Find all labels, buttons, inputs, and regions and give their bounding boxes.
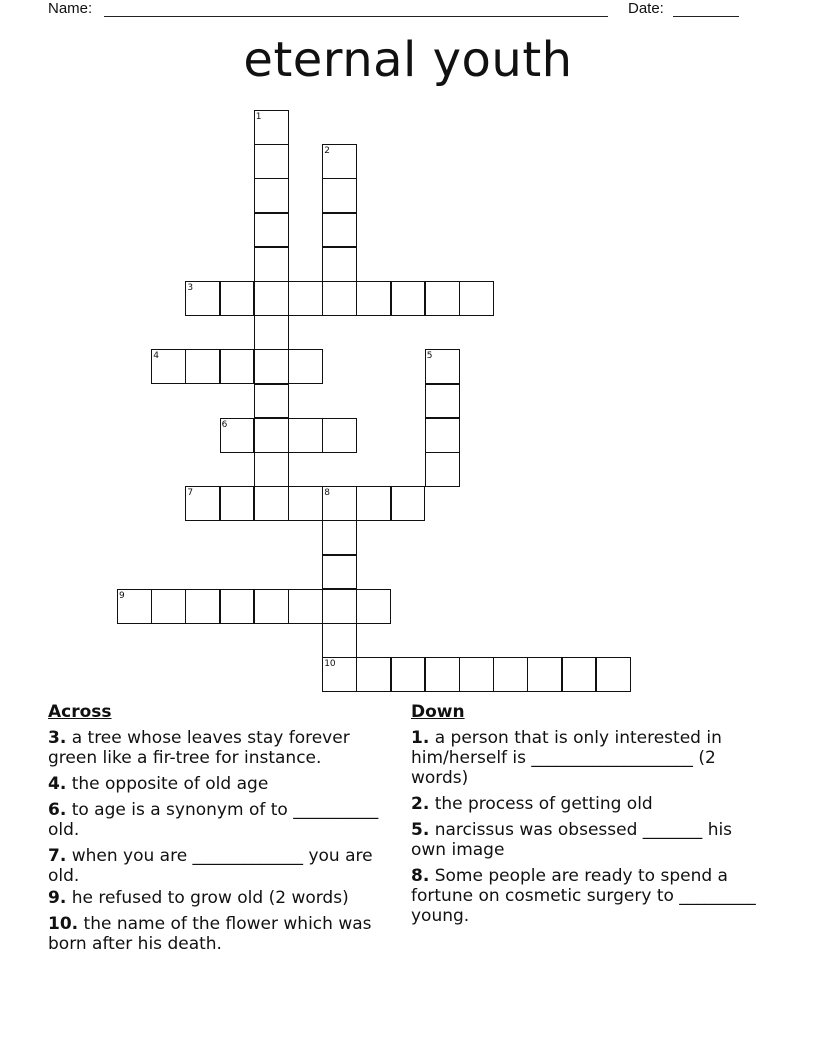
grid-cell[interactable]: [288, 349, 323, 384]
clue-across-10: 10. the name of the flower which was born after his death.: [48, 914, 372, 954]
grid-cell[interactable]: [425, 452, 460, 487]
grid-cell[interactable]: [254, 384, 289, 419]
date-label: Date:: [628, 0, 664, 17]
grid-cell[interactable]: [322, 178, 357, 213]
grid-cell[interactable]: [322, 520, 357, 555]
grid-cell[interactable]: [425, 418, 460, 453]
grid-cell[interactable]: [220, 281, 255, 316]
grid-cell[interactable]: [185, 486, 220, 521]
grid-cell[interactable]: [288, 418, 323, 453]
grid-cell[interactable]: [425, 281, 460, 316]
clue-number: 4: [153, 351, 159, 362]
grid-cell[interactable]: [185, 589, 220, 624]
grid-cell[interactable]: [288, 486, 323, 521]
grid-cell[interactable]: [322, 657, 357, 692]
grid-cell[interactable]: [322, 213, 357, 248]
grid-cell[interactable]: [254, 281, 289, 316]
across-clues: [48, 702, 403, 960]
down-clues: [411, 702, 756, 932]
grid-cell[interactable]: [254, 589, 289, 624]
grid-cell[interactable]: [254, 110, 289, 145]
grid-cell[interactable]: [288, 589, 323, 624]
grid-cell[interactable]: [527, 657, 562, 692]
grid-cell[interactable]: [562, 657, 597, 692]
grid-cell[interactable]: [322, 486, 357, 521]
across-heading: Across: [48, 702, 112, 722]
clue-number: 5: [426, 351, 433, 362]
grid-cell[interactable]: [425, 349, 460, 384]
grid-cell[interactable]: [254, 486, 289, 521]
clue-down-5: 5. narcissus was obsessed _______ his own image: [411, 820, 733, 860]
clue-across-4: 4. the opposite of old age: [48, 774, 269, 794]
grid-cell[interactable]: [356, 486, 391, 521]
grid-cell[interactable]: [220, 589, 255, 624]
grid-cell[interactable]: [185, 349, 220, 384]
grid-cell[interactable]: [459, 281, 494, 316]
grid-cell[interactable]: [254, 213, 289, 248]
clue-down-8: 8. Some people are ready to spend a fortune on cosmetic surgery to _________ young.: [411, 866, 756, 926]
grid-cell[interactable]: [596, 657, 631, 692]
grid-cell[interactable]: [322, 144, 357, 179]
grid-cell[interactable]: [185, 281, 220, 316]
grid-cell[interactable]: [322, 589, 357, 624]
grid-cell[interactable]: [322, 281, 357, 316]
grid-cell[interactable]: [322, 555, 357, 590]
grid-cell[interactable]: [288, 281, 323, 316]
clue-across-9: 9. he refused to grow old (2 words): [48, 888, 349, 908]
puzzle-title: eternal youth: [243, 32, 573, 88]
clue-number: 1: [255, 112, 262, 122]
name-label: Name:: [48, 0, 93, 17]
grid-cell[interactable]: [493, 657, 528, 692]
clue-across-6: 6. to age is a synonym of to __________ old.: [48, 800, 379, 840]
grid-cell[interactable]: [254, 247, 289, 282]
grid-cell[interactable]: [151, 349, 186, 384]
clue-across-3: 3. a tree whose leaves stay forever green like a fir-tree for instance.: [48, 728, 350, 768]
clue-number: 6: [221, 419, 228, 430]
clue-number: 9: [119, 590, 125, 601]
grid-cell[interactable]: [254, 315, 289, 350]
grid-cell[interactable]: [220, 418, 255, 453]
down-heading: Down: [411, 702, 465, 722]
grid-cell[interactable]: [151, 589, 186, 624]
grid-cell[interactable]: [254, 349, 289, 384]
grid-cell[interactable]: [117, 589, 152, 624]
grid-cell[interactable]: [356, 589, 391, 624]
clue-number: 7: [187, 488, 194, 499]
clue-number: 8: [324, 488, 330, 499]
grid-cell[interactable]: [254, 452, 289, 487]
grid-cell[interactable]: [220, 349, 255, 384]
grid-cell[interactable]: [425, 384, 460, 419]
grid-cell[interactable]: [220, 486, 255, 521]
grid-cell[interactable]: [322, 247, 357, 282]
grid-cell[interactable]: [254, 418, 289, 453]
grid-cell[interactable]: [391, 281, 426, 316]
clue-number: 3: [187, 283, 194, 293]
grid-cell[interactable]: [322, 623, 357, 658]
grid-cell[interactable]: [391, 486, 426, 521]
clue-across-7: 7. when you are _____________ you are old.: [48, 846, 373, 886]
clue-down-2: 2. the process of getting old: [411, 794, 653, 814]
grid-cell[interactable]: [459, 657, 494, 692]
grid-cell[interactable]: [356, 657, 391, 692]
grid-cell[interactable]: [391, 657, 426, 692]
grid-cell[interactable]: [254, 178, 289, 213]
clue-down-1: 1. a person that is only interested in him/herself is ___________________ (2 words): [411, 728, 722, 788]
clue-number: 2: [324, 146, 330, 157]
grid-cell[interactable]: [254, 144, 289, 179]
clue-number: 10: [324, 659, 336, 670]
grid-cell[interactable]: [356, 281, 391, 316]
grid-cell[interactable]: [322, 418, 357, 453]
grid-cell[interactable]: [425, 657, 460, 692]
